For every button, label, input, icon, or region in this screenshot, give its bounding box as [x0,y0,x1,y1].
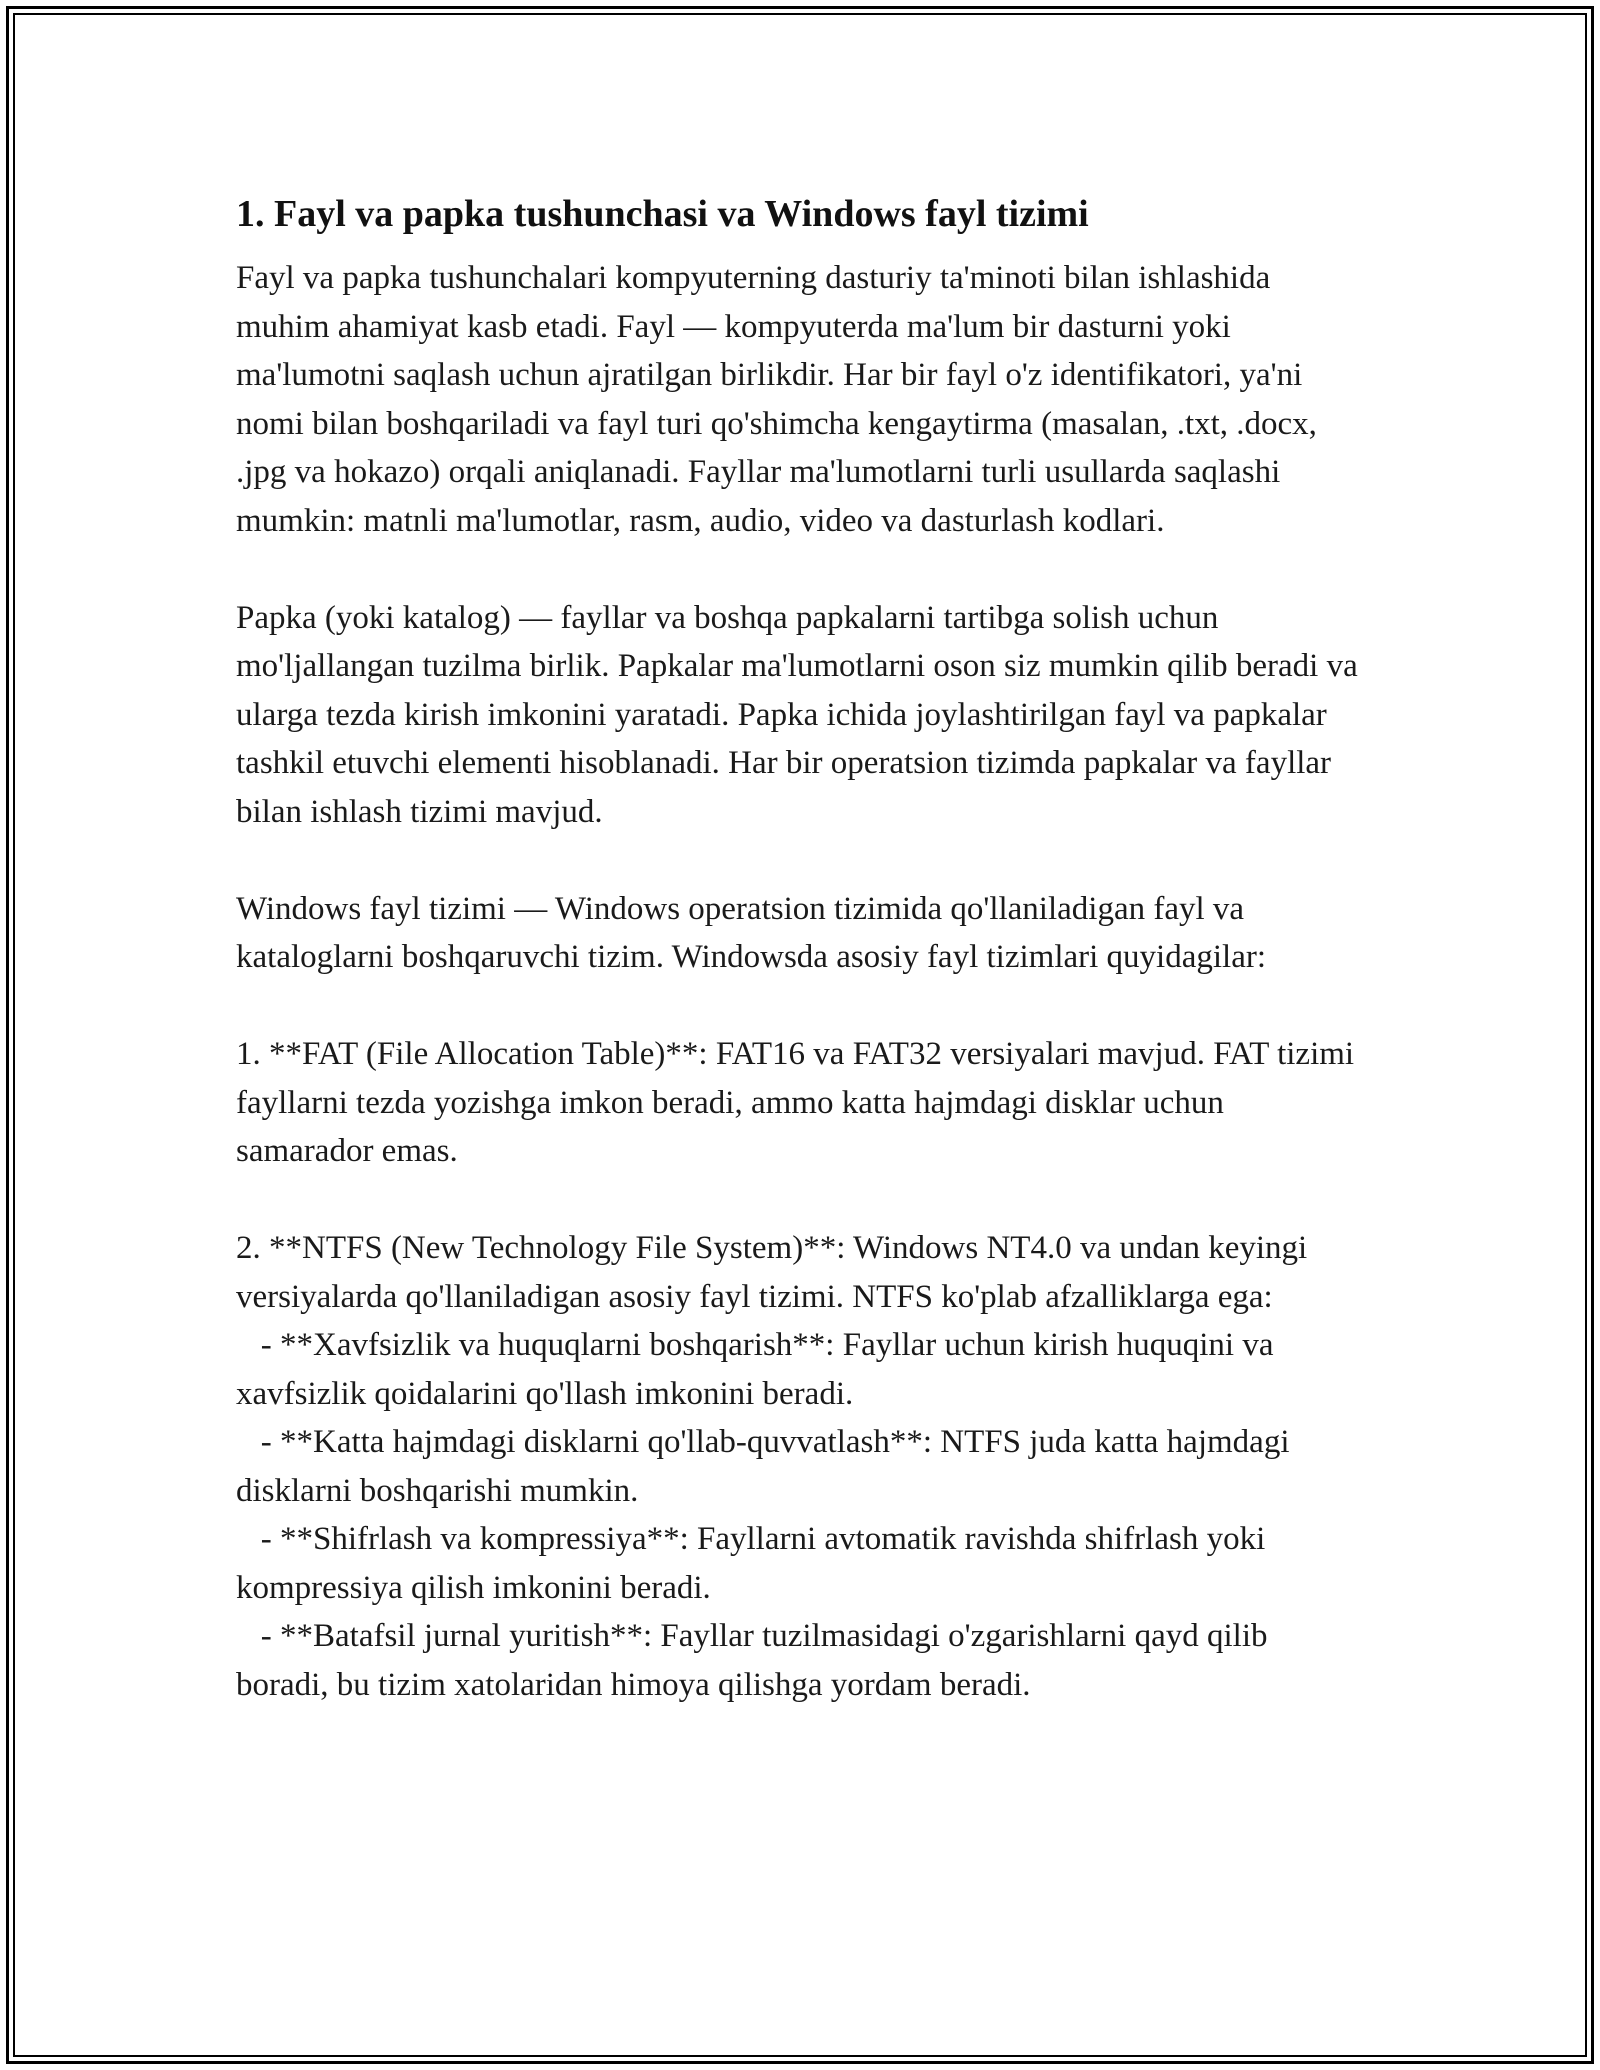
bullet-indent [236,1424,261,1460]
bullet-item [236,1612,1366,1709]
bullet-item [236,1321,1366,1418]
paragraph-spacer [236,545,1366,594]
paragraph-fayl: Fayl va papka tushunchalari kompyuterning dasturiy ta'minoti bilan ishlashida muhim ahamiyat kasb etadi. Fayl — kompyuterda ma'lum bir dasturni yoki ma'lumotni saqlash uchun ajratilgan birlikdir. Har bir fayl o'z identifikatori, ya'ni nomi bilan boshqariladi va fayl turi qo'shimcha kengaytirma (masalan, .txt, .docx, .jpg va hokazo) orqali aniqlanadi. Fayllar ma'lumotlarni turli usullarda saqlashi mumkin: matnli ma'lumotlar, rasm, audio, video va dasturlash kodlari. [236,260,1317,539]
bullet-item [236,1515,1366,1612]
list-item-ntfs: 2. **NTFS (New Technology File System)**: Windows NT4.0 va undan keyingi versiyalarda qo'llaniladigan asosiy fayl tizimi. NTFS ko'plab afzalliklarga ega: [236,1230,1308,1315]
bullet-text: - **Shifrlash va kompressiya**: Fayllarni avtomatik ravishda shifrlash yoki kompressiya qilish imkonini beradi. [236,1521,1266,1606]
bullet-indent [236,1521,261,1557]
paragraph-spacer [236,982,1366,1031]
paragraph-spacer [236,836,1366,885]
bullet-text: - **Batafsil jurnal yuritish**: Fayllar tuzilmasidagi o'zgarishlarni qayd qilib boradi, bu tizim xatolaridan himoya qilishga yordam beradi. [236,1618,1268,1703]
list-item-fat: 1. **FAT (File Allocation Table)**: FAT16 va FAT32 versiyalari mavjud. FAT tizimi fayllarni tezda yozishga imkon beradi, ammo katta hajmdagi disklar uchun samarador emas. [236,1036,1355,1169]
page-title: 1. Fayl va papka tushunchasi va Windows fayl tizimi [236,193,1089,235]
paragraph-papka: Papka (yoki katalog) — fayllar va boshqa papkalarni tartibga solish uchun mo'ljallangan tuzilma birlik. Papkalar ma'lumotlarni oson siz mumkin qilib beradi va ularga tezda kirish imkonini yaratadi. Papka ichida joylashtirilgan fayl va papkalar tashkil etuvchi elementi hisoblanadi. Har bir operatsion tizimda papkalar va fayllar bilan ishlash tizimi mavjud. [236,599,1358,830]
bullet-text: - **Xavfsizlik va huquqlarni boshqarish**: Fayllar uchun kirish huquqini va xavfsizlik qoidalarini qo'llash imkonini beradi. [236,1327,1274,1412]
bullet-text: - **Katta hajmdagi disklarni qo'llab-quvvatlash**: NTFS juda katta hajmdagi disklarni boshqarishi mumkin. [236,1424,1290,1509]
bullet-item [236,1418,1366,1515]
paragraph-windows: Windows fayl tizimi — Windows operatsion tizimida qo'llaniladigan fayl va kataloglarni boshqaruvchi tizim. Windowsda asosiy fayl tizimlari quyidagilar: [236,890,1266,975]
paragraph-spacer [236,1176,1366,1225]
bullet-indent [236,1327,261,1363]
bullet-indent [236,1618,261,1654]
document-body [236,184,1366,1709]
